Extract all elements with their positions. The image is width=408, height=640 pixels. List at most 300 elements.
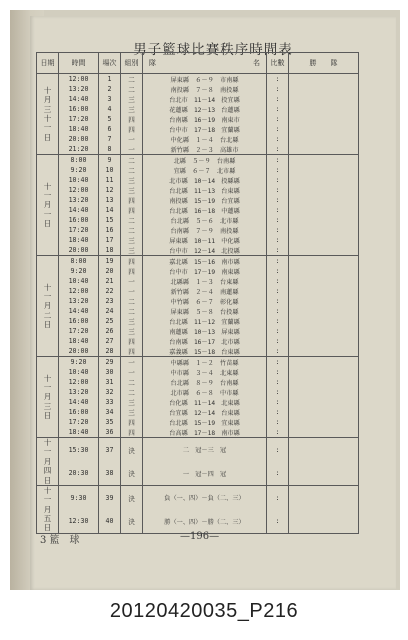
score-cell: : (267, 326, 289, 336)
schedule-row (37, 367, 359, 377)
time-cell: 9:20 (59, 165, 99, 175)
matchup-cell: 台宜縣 12－14 台東縣 (143, 407, 267, 417)
matchup-cell: 中縣縣 １－２ 竹苗縣 (143, 357, 267, 368)
time-cell: 9:20 (59, 357, 99, 368)
header-score: 比數 (267, 53, 289, 74)
winner-cell (289, 155, 359, 166)
winner-cell (289, 235, 359, 245)
score-cell: : (267, 346, 289, 357)
group-cell: 四 (121, 417, 143, 427)
group-cell: 四 (121, 114, 143, 124)
matchup-cell: 北縣 ５－９ 台南縣 (143, 155, 267, 166)
group-cell: 二 (121, 377, 143, 387)
score-cell: : (267, 397, 289, 407)
header-date: 日期 (37, 53, 59, 74)
page-title: 男子籃球比賽秩序時間表 (133, 42, 293, 58)
score-cell: : (267, 245, 289, 256)
score-cell: : (267, 175, 289, 185)
group-cell: 二 (121, 155, 143, 166)
winner-cell (289, 256, 359, 267)
group-cell: 四 (121, 124, 143, 134)
schedule-row (37, 175, 359, 185)
game-number-cell: 19 (99, 256, 121, 267)
time-cell: 15:30 (59, 438, 99, 462)
date-char: 二 (43, 310, 52, 320)
schedule-row (37, 296, 359, 306)
game-number-cell: 37 (99, 438, 121, 462)
game-number-cell: 31 (99, 377, 121, 387)
winner-cell (289, 377, 359, 387)
matchup-cell: 台中市 12－14 北投縣 (143, 245, 267, 256)
header-time: 時間 (59, 53, 99, 74)
schedule-row (37, 266, 359, 276)
matchup-cell: 中竹縣 ６－７ 彰化縣 (143, 296, 267, 306)
schedule-row (37, 215, 359, 225)
group-cell: 三 (121, 316, 143, 326)
date-char: 一 (43, 209, 52, 219)
game-number-cell: 7 (99, 134, 121, 144)
date-char: 十 (43, 114, 52, 123)
date-char: 五 (43, 514, 52, 523)
game-number-cell: 27 (99, 336, 121, 346)
schedule-row (37, 235, 359, 245)
time-cell: 13:20 (59, 195, 99, 205)
schedule-row (37, 417, 359, 427)
score-cell: : (267, 485, 289, 509)
group-cell: 四 (121, 346, 143, 357)
group-cell: 三 (121, 326, 143, 336)
winner-cell (289, 407, 359, 417)
group-cell: 二 (121, 74, 143, 85)
game-number-cell: 22 (99, 286, 121, 296)
schedule-row (37, 185, 359, 195)
score-cell: : (267, 104, 289, 114)
matchup-cell: 屏東縣 ５－８ 台投縣 (143, 306, 267, 316)
date-cell (37, 155, 59, 256)
matchup-cell: 台北縣 ８－９ 台南縣 (143, 377, 267, 387)
schedule-row (37, 144, 359, 155)
matchup-cell: 南蓮縣 10－13 屏東縣 (143, 326, 267, 336)
time-cell: 10:40 (59, 276, 99, 286)
score-cell: : (267, 134, 289, 144)
winner-cell (289, 461, 359, 485)
time-cell: 16:00 (59, 215, 99, 225)
time-cell: 20:00 (59, 245, 99, 256)
score-cell: : (267, 114, 289, 124)
game-number-cell: 21 (99, 276, 121, 286)
date-char: 一 (43, 382, 52, 392)
schedule-table (36, 52, 359, 534)
matchup-cell: 屏東縣 10－11 中化縣 (143, 235, 267, 245)
schedule-row (37, 316, 359, 326)
score-cell: : (267, 205, 289, 215)
group-cell: 二 (121, 84, 143, 94)
matchup-cell: 負（一、四）－負（二、三） (143, 485, 267, 509)
group-cell: 三 (121, 104, 143, 114)
group-cell: 四 (121, 256, 143, 267)
score-cell: : (267, 461, 289, 485)
date-char: 日 (43, 219, 52, 229)
time-cell: 17:20 (59, 326, 99, 336)
matchup-cell: 新竹縣 ２－３ 高雄市 (143, 144, 267, 155)
group-cell: 一 (121, 134, 143, 144)
time-cell: 9:30 (59, 485, 99, 509)
time-cell: 10:40 (59, 367, 99, 377)
schedule-row (37, 306, 359, 316)
schedule-row (37, 346, 359, 357)
group-cell: 決 (121, 485, 143, 509)
matchup-cell: 北市縣 ６－８ 中市縣 (143, 387, 267, 397)
time-cell: 20:00 (59, 134, 99, 144)
schedule-row (37, 114, 359, 124)
time-cell: 12:00 (59, 286, 99, 296)
group-cell: 三 (121, 94, 143, 104)
game-number-cell: 29 (99, 357, 121, 368)
game-number-cell: 40 (99, 509, 121, 533)
time-cell: 10:40 (59, 175, 99, 185)
date-char: 一 (43, 495, 52, 505)
winner-cell (289, 175, 359, 185)
winner-cell (289, 215, 359, 225)
game-number-cell: 32 (99, 387, 121, 397)
schedule-row (37, 74, 359, 85)
matchup-cell: 南投縣 ７－８ 南投縣 (143, 84, 267, 94)
date-char: 十 (43, 282, 52, 292)
winner-cell (289, 165, 359, 175)
time-cell: 16:00 (59, 407, 99, 417)
game-number-cell: 28 (99, 346, 121, 357)
time-cell: 21:20 (59, 144, 99, 155)
winner-cell (289, 397, 359, 407)
winner-cell (289, 326, 359, 336)
date-char: 一 (43, 123, 52, 133)
winner-cell (289, 367, 359, 377)
matchup-cell: 一 冠－四 冠 (143, 461, 267, 485)
schedule-row (37, 387, 359, 397)
date-char: 日 (43, 475, 52, 485)
score-cell: : (267, 387, 289, 397)
date-cell (37, 74, 59, 155)
schedule-row (37, 124, 359, 134)
date-char: 十 (43, 181, 52, 191)
footer-section: 3 籃 球 (40, 535, 80, 546)
score-cell: : (267, 84, 289, 94)
time-cell: 14:40 (59, 306, 99, 316)
group-cell: 二 (121, 387, 143, 397)
winner-cell (289, 438, 359, 462)
game-number-cell: 23 (99, 296, 121, 306)
date-char: 三 (43, 104, 52, 114)
score-cell: : (267, 336, 289, 346)
time-cell: 9:20 (59, 266, 99, 276)
winner-cell (289, 417, 359, 427)
matchup-cell: 北市縣 10－14 投縣縣 (143, 175, 267, 185)
group-cell: 三 (121, 175, 143, 185)
game-number-cell: 36 (99, 427, 121, 438)
game-number-cell: 38 (99, 461, 121, 485)
score-cell: : (267, 407, 289, 417)
game-number-cell: 5 (99, 114, 121, 124)
matchup-cell: 台北縣 16－18 中蓮縣 (143, 205, 267, 215)
time-cell: 17:20 (59, 225, 99, 235)
schedule-row (37, 427, 359, 438)
group-cell: 四 (121, 205, 143, 215)
winner-cell (289, 114, 359, 124)
group-cell: 決 (121, 461, 143, 485)
winner-cell (289, 485, 359, 509)
game-number-cell: 3 (99, 94, 121, 104)
date-char: 月 (43, 392, 52, 402)
winner-cell (289, 357, 359, 368)
matchup-cell: 中市縣 ３－４ 北東縣 (143, 367, 267, 377)
time-cell: 18:40 (59, 235, 99, 245)
score-cell: : (267, 427, 289, 438)
score-cell: : (267, 357, 289, 368)
score-cell: : (267, 286, 289, 296)
header-group: 組別 (121, 53, 143, 74)
score-cell: : (267, 124, 289, 134)
group-cell: 一 (121, 367, 143, 377)
time-cell: 18:40 (59, 336, 99, 346)
schedule-row (37, 205, 359, 215)
schedule-row (37, 134, 359, 144)
group-cell: 決 (121, 438, 143, 462)
matchup-cell: 屏東縣 ６－９ 市南縣 (143, 74, 267, 85)
group-cell: 三 (121, 245, 143, 256)
group-cell: 二 (121, 215, 143, 225)
schedule-row (37, 155, 359, 166)
time-cell: 8:00 (59, 256, 99, 267)
date-cell (37, 357, 59, 438)
matchup-cell: 嘉義縣 15－18 台東縣 (143, 346, 267, 357)
winner-cell (289, 336, 359, 346)
time-cell: 16:00 (59, 104, 99, 114)
winner-cell (289, 306, 359, 316)
header-game-no: 場次 (99, 53, 121, 74)
group-cell: 一 (121, 286, 143, 296)
date-cell (37, 438, 59, 486)
score-cell: : (267, 155, 289, 166)
score-cell: : (267, 165, 289, 175)
game-number-cell: 9 (99, 155, 121, 166)
game-number-cell: 4 (99, 104, 121, 114)
group-cell: 四 (121, 427, 143, 438)
winner-cell (289, 74, 359, 85)
date-char: 日 (43, 320, 52, 330)
winner-cell (289, 205, 359, 215)
score-cell: : (267, 195, 289, 205)
group-cell: 四 (121, 336, 143, 346)
group-cell: 二 (121, 306, 143, 316)
score-cell: : (267, 316, 289, 326)
score-cell: : (267, 94, 289, 104)
score-cell: : (267, 377, 289, 387)
group-cell: 四 (121, 266, 143, 276)
time-cell: 12:30 (59, 509, 99, 533)
winner-cell (289, 144, 359, 155)
header-winner: 勝 隊 (289, 53, 359, 74)
date-char: 十 (43, 485, 52, 495)
winner-cell (289, 134, 359, 144)
group-cell: 二 (121, 225, 143, 235)
matchup-cell: 新竹縣 ２－４ 南蓮縣 (143, 286, 267, 296)
matchup-cell: 勝（一、四）－勝（二、三） (143, 509, 267, 533)
group-cell: 二 (121, 296, 143, 306)
winner-cell (289, 276, 359, 286)
score-cell: : (267, 276, 289, 286)
schedule-row (37, 94, 359, 104)
time-cell: 13:20 (59, 296, 99, 306)
winner-cell (289, 427, 359, 438)
game-number-cell: 11 (99, 175, 121, 185)
winner-cell (289, 104, 359, 114)
winner-cell (289, 225, 359, 235)
time-cell: 14:40 (59, 205, 99, 215)
date-char: 十 (43, 85, 52, 95)
matchup-cell: 台北縣 11－13 台東縣 (143, 185, 267, 195)
time-cell: 14:40 (59, 94, 99, 104)
date-char: 四 (43, 466, 52, 476)
matchup-cell: 台中市 17－19 南東縣 (143, 266, 267, 276)
winner-cell (289, 195, 359, 205)
time-cell: 20:00 (59, 346, 99, 357)
score-cell: : (267, 509, 289, 533)
date-char: 月 (43, 301, 52, 311)
matchup-cell: 花蓮縣 12－13 台蓮縣 (143, 104, 267, 114)
schedule-row (37, 256, 359, 267)
group-cell: 一 (121, 144, 143, 155)
date-char: 三 (43, 401, 52, 411)
game-number-cell: 39 (99, 485, 121, 509)
score-cell: : (267, 296, 289, 306)
score-cell: : (267, 185, 289, 195)
group-cell: 一 (121, 357, 143, 368)
schedule-row (37, 438, 359, 462)
schedule-row (37, 326, 359, 336)
game-number-cell: 14 (99, 205, 121, 215)
time-cell: 18:40 (59, 124, 99, 134)
schedule-row (37, 245, 359, 256)
game-number-cell: 1 (99, 74, 121, 85)
matchup-cell: 台北縣 11－12 宜蘭縣 (143, 316, 267, 326)
game-number-cell: 16 (99, 225, 121, 235)
group-cell: 三 (121, 397, 143, 407)
game-number-cell: 26 (99, 326, 121, 336)
schedule-row (37, 509, 359, 533)
winner-cell (289, 387, 359, 397)
game-number-cell: 20 (99, 266, 121, 276)
time-cell: 12:00 (59, 377, 99, 387)
game-number-cell: 24 (99, 306, 121, 316)
game-number-cell: 30 (99, 367, 121, 377)
date-char: 十 (43, 438, 52, 447)
schedule-row (37, 195, 359, 205)
time-cell: 16:00 (59, 316, 99, 326)
score-cell: : (267, 306, 289, 316)
matchup-cell: 台北市 11－14 投宜縣 (143, 94, 267, 104)
game-number-cell: 17 (99, 235, 121, 245)
time-cell: 13:20 (59, 84, 99, 94)
game-number-cell: 12 (99, 185, 121, 195)
game-number-cell: 8 (99, 144, 121, 155)
schedule-row (37, 377, 359, 387)
game-number-cell: 15 (99, 215, 121, 225)
winner-cell (289, 266, 359, 276)
schedule-row (37, 407, 359, 417)
time-cell: 17:20 (59, 114, 99, 124)
matchup-cell: 台北縣 ５－６ 北市縣 (143, 215, 267, 225)
time-cell: 8:00 (59, 155, 99, 166)
score-cell: : (267, 438, 289, 462)
group-cell: 三 (121, 235, 143, 245)
group-cell: 二 (121, 165, 143, 175)
game-number-cell: 33 (99, 397, 121, 407)
group-cell: 四 (121, 195, 143, 205)
score-cell: : (267, 215, 289, 225)
time-cell: 13:20 (59, 387, 99, 397)
score-cell: : (267, 225, 289, 235)
matchup-cell: 台化縣 11－14 北東縣 (143, 397, 267, 407)
schedule-row (37, 461, 359, 485)
page-footer (40, 531, 388, 547)
header-row (37, 53, 359, 74)
matchup-cell: 南投縣 15－19 台宜縣 (143, 195, 267, 205)
matchup-cell: 台北縣 15－19 宜東縣 (143, 417, 267, 427)
matchup-cell: 台南縣 16－17 北市縣 (143, 336, 267, 346)
header-name: 名 (253, 59, 260, 67)
date-char: 日 (43, 523, 52, 533)
matchup-cell: 台南縣 ７－９ 南投縣 (143, 225, 267, 235)
score-cell: : (267, 367, 289, 377)
winner-cell (289, 245, 359, 256)
time-cell: 18:40 (59, 427, 99, 438)
game-number-cell: 35 (99, 417, 121, 427)
winner-cell (289, 296, 359, 306)
winner-cell (289, 84, 359, 94)
winner-cell (289, 509, 359, 533)
matchup-cell: 宜縣 ６－７ 北市縣 (143, 165, 267, 175)
group-cell: 決 (121, 509, 143, 533)
time-cell: 20:30 (59, 461, 99, 485)
game-number-cell: 6 (99, 124, 121, 134)
winner-cell (289, 286, 359, 296)
date-char: 日 (43, 411, 52, 421)
score-cell: : (267, 417, 289, 427)
date-char: 月 (43, 504, 52, 514)
schedule-row (37, 357, 359, 368)
time-cell: 12:00 (59, 185, 99, 195)
footer-page-number: —196— (180, 531, 220, 542)
score-cell: : (267, 256, 289, 267)
group-cell: 一 (121, 276, 143, 286)
image-caption: 20120420035_P216 (109, 600, 299, 622)
game-number-cell: 13 (99, 195, 121, 205)
header-team: 隊 (149, 59, 156, 67)
date-char: 月 (43, 95, 52, 105)
matchup-cell: 台南縣 16－19 南東市 (143, 114, 267, 124)
schedule-row (37, 286, 359, 296)
schedule-row (37, 84, 359, 94)
group-cell: 三 (121, 407, 143, 417)
time-cell: 14:40 (59, 397, 99, 407)
schedule-row (37, 225, 359, 235)
schedule-row (37, 276, 359, 286)
date-char: 一 (43, 291, 52, 301)
schedule-row (37, 485, 359, 509)
date-cell (37, 256, 59, 357)
date-char: 月 (43, 456, 52, 466)
score-cell: : (267, 74, 289, 85)
